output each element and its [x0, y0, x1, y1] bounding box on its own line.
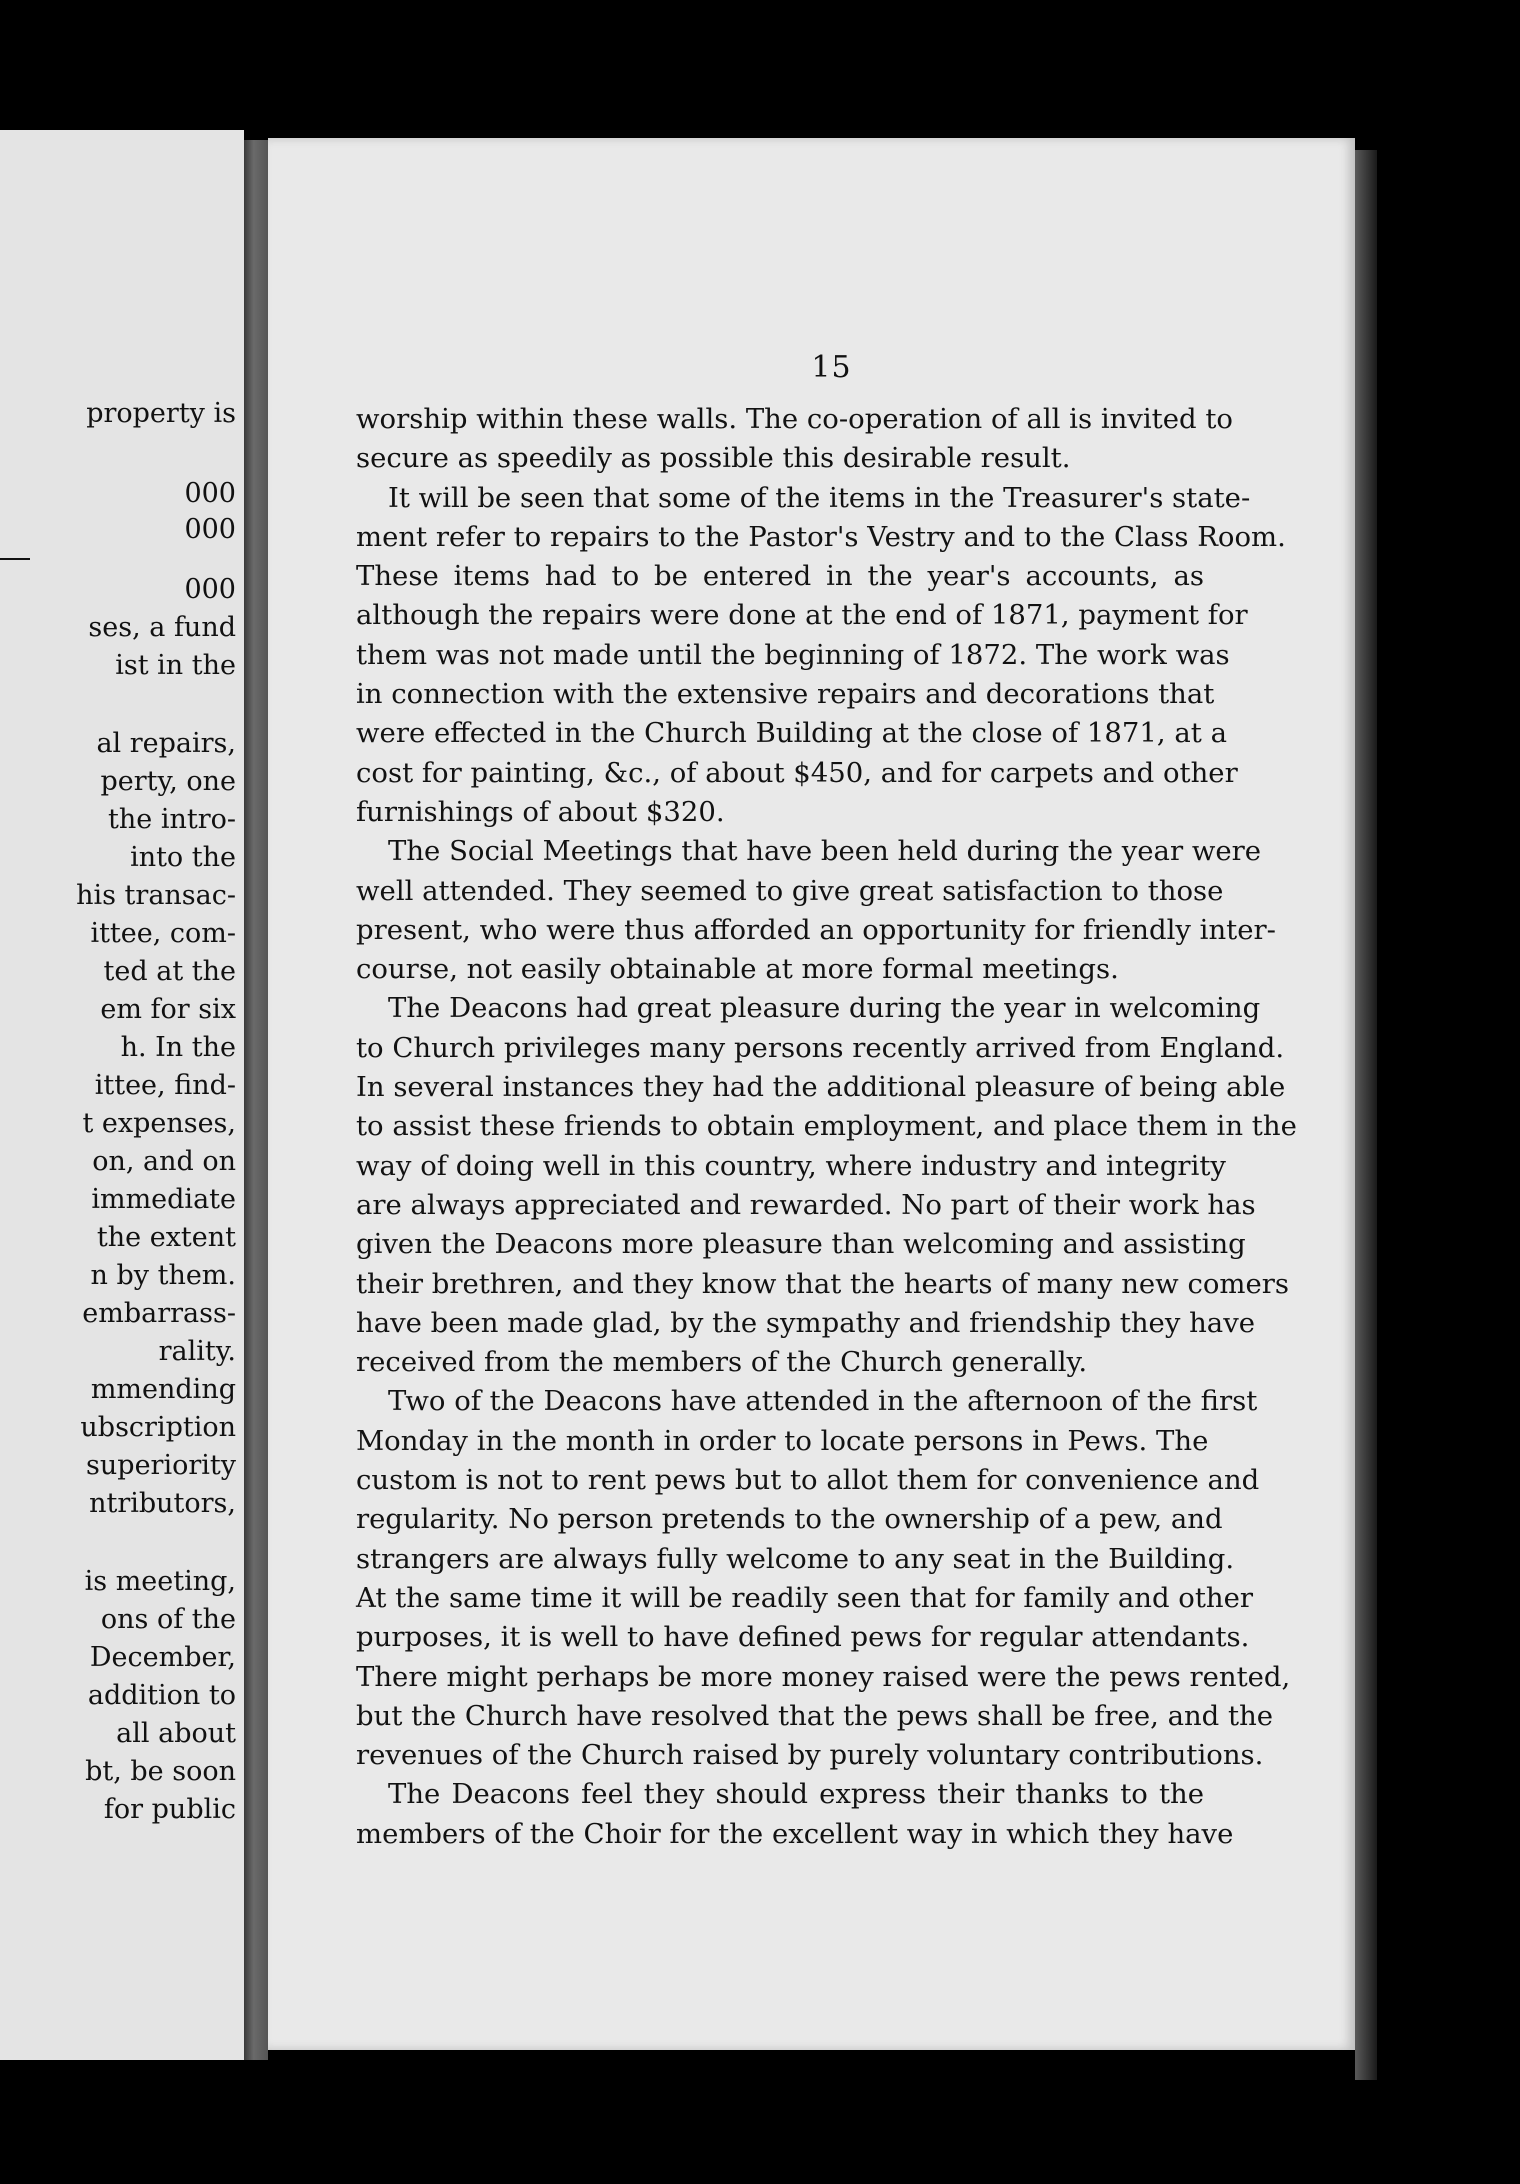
text-line: members of the Choir for the excellent way in which they have	[356, 1817, 1234, 1850]
left-page-fragment: December,	[89, 1642, 236, 1673]
text-line: given the Deacons more pleasure than welcoming and assisting	[356, 1228, 1246, 1261]
left-page-fragment: 000	[184, 514, 236, 545]
left-page-fragment: ses, a fund	[88, 612, 236, 643]
left-page-fragment: rality.	[158, 1336, 236, 1367]
text-line: them was not made until the beginning of 1872. The work was	[356, 638, 1230, 671]
text-line: their brethren, and they know that the hearts of many new comers	[356, 1267, 1290, 1300]
text-line: have been made glad, by the sympathy and friendship they have	[356, 1306, 1256, 1339]
left-page-fragment: immediate	[91, 1184, 236, 1215]
left-page-fragment: property is	[86, 398, 236, 429]
text-line: are always appreciated and rewarded. No part of their work has	[356, 1188, 1256, 1221]
text-line: present, who were thus afforded an opportunity for friendly inter-	[356, 913, 1276, 946]
text-line: in connection with the extensive repairs and decorations that	[356, 678, 1215, 711]
text-line: but the Church have resolved that the pews shall be free, and the	[356, 1699, 1274, 1732]
text-line: ment refer to repairs to the Pastor's Vestry and to the Class Room.	[356, 520, 1286, 553]
left-page-fragment: perty, one	[100, 766, 236, 797]
left-page-fragment: al repairs,	[96, 728, 236, 759]
left-page-fragment: 000	[184, 478, 236, 509]
text-line: The Deacons had great pleasure during the year in welcoming	[388, 992, 1261, 1025]
main-page	[268, 138, 1355, 2050]
left-page-fragment: is meeting,	[84, 1566, 236, 1597]
left-page-fragment: all about	[116, 1718, 236, 1749]
text-line: although the repairs were done at the end of 1871, payment for	[356, 599, 1248, 632]
sum-rule	[0, 558, 30, 560]
text-line: It will be seen that some of the items in the Treasurer's state-	[388, 481, 1251, 514]
binding-gutter	[244, 140, 268, 2060]
text-line: There might perhaps be more money raised were the pews rented,	[356, 1660, 1291, 1693]
page-edge	[1355, 150, 1377, 2080]
text-line: Two of the Deacons have attended in the afternoon of the first	[388, 1385, 1258, 1418]
text-line: received from the members of the Church generally.	[356, 1346, 1088, 1379]
text-line: Monday in the month in order to locate persons in Pews. The	[356, 1424, 1209, 1457]
left-page-fragment: h. In the	[120, 1032, 236, 1063]
left-page-fragment: for public	[103, 1794, 236, 1825]
left-page-fragment: n by them.	[90, 1260, 236, 1291]
text-line: cost for painting, &c., of about $450, and for carpets and other	[356, 756, 1238, 789]
text-line: strangers are always fully welcome to any seat in the Building.	[356, 1542, 1235, 1575]
left-page-fragment: the extent	[96, 1222, 236, 1253]
left-page-fragment: ubscription	[80, 1412, 236, 1443]
text-line: revenues of the Church raised by purely voluntary contributions.	[356, 1739, 1264, 1772]
text-line: In several instances they had the additional pleasure of being able	[356, 1071, 1286, 1104]
text-line: The Social Meetings that have been held during the year were	[388, 835, 1262, 868]
left-page-fragment: ittee, find-	[94, 1070, 236, 1101]
text-line: The Deacons feel they should express their thanks to the	[388, 1778, 1204, 1811]
left-facing-page	[0, 130, 244, 2060]
body-text	[356, 400, 1297, 1854]
left-page-fragment: ted at the	[103, 956, 236, 987]
left-page-fragment: mmending	[90, 1374, 236, 1405]
left-page-fragment: bt, be soon	[85, 1756, 236, 1787]
text-line: These items had to be entered in the year's accounts, as	[356, 560, 1204, 593]
left-page-fragment: t expenses,	[82, 1108, 236, 1139]
text-line: purposes, it is well to have defined pews for regular attendants.	[356, 1621, 1250, 1654]
text-line: course, not easily obtainable at more formal meetings.	[356, 953, 1119, 986]
left-page-fragment: the intro-	[108, 804, 236, 835]
text-line: worship within these walls. The co-operation of all is invited to	[356, 403, 1233, 435]
text-line: custom is not to rent pews but to allot them for convenience and	[356, 1464, 1260, 1497]
text-line: secure as speedily as possible this desirable result.	[356, 442, 1071, 475]
text-line: to Church privileges many persons recently arrived from England.	[356, 1031, 1285, 1064]
left-page-fragment: into the	[130, 842, 236, 873]
left-page-fragment: ntributors,	[89, 1488, 236, 1519]
text-line: to assist these friends to obtain employment, and place them in the	[356, 1110, 1297, 1143]
text-line: way of doing well in this country, where industry and integrity	[356, 1149, 1226, 1182]
left-page-fragment: ons of the	[100, 1604, 236, 1635]
left-page-fragment: em for six	[100, 994, 236, 1025]
text-line: regularity. No person pretends to the ownership of a pew, and	[356, 1503, 1223, 1536]
page-number: 15	[811, 350, 852, 385]
left-page-fragment: addition to	[87, 1680, 236, 1711]
left-page-fragment: 000	[184, 574, 236, 605]
left-page-fragment: embarrass-	[82, 1298, 236, 1329]
left-page-fragment: ittee, com-	[90, 918, 236, 949]
text-line: At the same time it will be readily seen that for family and other	[356, 1581, 1254, 1614]
left-page-fragment: superiority	[86, 1450, 236, 1481]
text-line: furnishings of about $320.	[356, 795, 725, 828]
text-line: well attended. They seemed to give great satisfaction to those	[356, 874, 1224, 907]
left-page-fragment: his transac-	[76, 880, 236, 911]
text-line: were effected in the Church Building at the close of 1871, at a	[356, 717, 1227, 750]
left-page-fragment: ist in the	[115, 650, 236, 681]
left-page-fragment: on, and on	[92, 1146, 236, 1177]
